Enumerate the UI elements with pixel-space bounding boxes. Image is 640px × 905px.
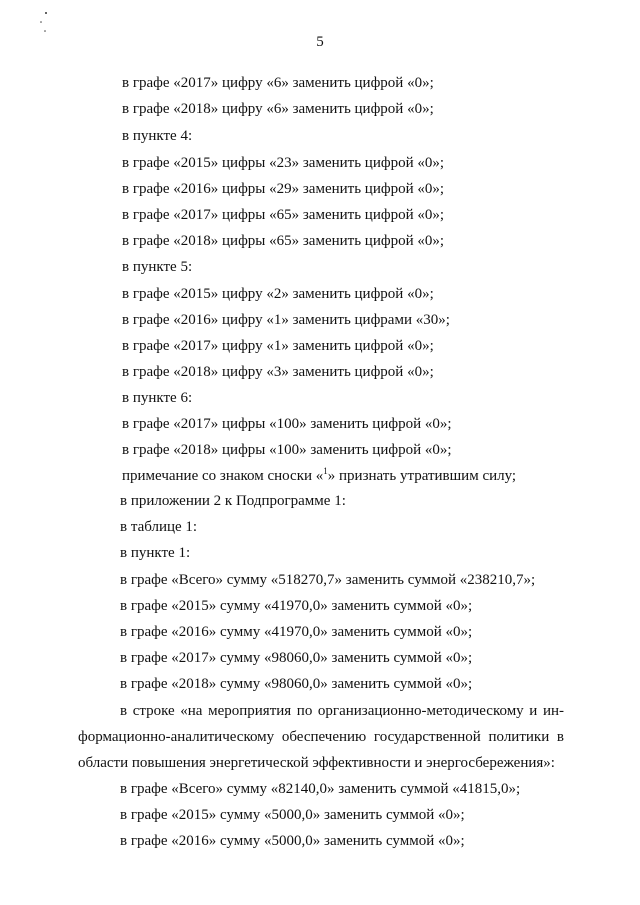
text-line: в пункте 4: (122, 128, 193, 144)
text-line: в пункте 6: (122, 390, 193, 406)
text-line: в графе «2018» сумму «98060,0» заменить суммой «0»; (120, 676, 473, 692)
text-line: в графе «2015» цифру «2» заменить цифрой «0»; (122, 286, 434, 302)
text-line: в графе «Всего» сумму «518270,7» заменить суммой «238210,7»; (120, 572, 536, 588)
text-line: в графе «2016» цифры «29» заменить цифрой «0»; (122, 181, 445, 197)
text-line: в пункте 5: (122, 259, 193, 275)
footnote-mark: 1 (323, 466, 328, 476)
text-line: в графе «2015» цифры «23» заменить цифрой «0»; (122, 155, 445, 171)
text-line: в графе «2017» сумму «98060,0» заменить суммой «0»; (120, 650, 473, 666)
text-line: в графе «2015» сумму «5000,0» заменить суммой «0»; (120, 807, 465, 823)
text-line: в пункте 1: (120, 545, 191, 561)
footnote-text-after: » признать утратившим силу; (327, 468, 517, 484)
footnote-text-before: примечание со знаком сноски « (122, 468, 324, 484)
text-line: в приложении 2 к Подпрограмме 1: (120, 493, 346, 509)
footnote-line (122, 467, 516, 485)
text-line: в графе «2017» цифры «100» заменить цифрой «0»; (122, 416, 452, 432)
text-line: в графе «2016» сумму «5000,0» заменить суммой «0»; (120, 833, 465, 849)
text-line: в графе «2016» сумму «41970,0» заменить суммой «0»; (120, 624, 473, 640)
paragraph-line: области повышения энергетической эффективности и энергосбережения»: (78, 755, 555, 771)
text-line: в графе «2015» сумму «41970,0» заменить суммой «0»; (120, 598, 473, 614)
text-line: в графе «2017» цифры «65» заменить цифрой «0»; (122, 207, 445, 223)
paragraph-line: формационно-аналитическому обеспечению государственной политики в (78, 729, 564, 745)
text-line: в графе «2017» цифру «1» заменить цифрой «0»; (122, 338, 434, 354)
text-line: в графе «2017» цифру «6» заменить цифрой «0»; (122, 75, 434, 91)
text-line: в графе «2018» цифру «3» заменить цифрой «0»; (122, 364, 434, 380)
text-line: в графе «Всего» сумму «82140,0» заменить суммой «41815,0»; (120, 781, 521, 797)
text-line: в таблице 1: (120, 519, 198, 535)
page-number: 5 (316, 34, 324, 50)
text-line: в графе «2018» цифру «6» заменить цифрой «0»; (122, 101, 434, 117)
text-line: в графе «2018» цифры «65» заменить цифрой «0»; (122, 233, 445, 249)
text-line: в графе «2018» цифры «100» заменить цифрой «0»; (122, 442, 452, 458)
paragraph-line: в строке «на мероприятия по организационно-методическому и ин- (120, 703, 564, 719)
text-line: в графе «2016» цифру «1» заменить цифрами «30»; (122, 312, 450, 328)
